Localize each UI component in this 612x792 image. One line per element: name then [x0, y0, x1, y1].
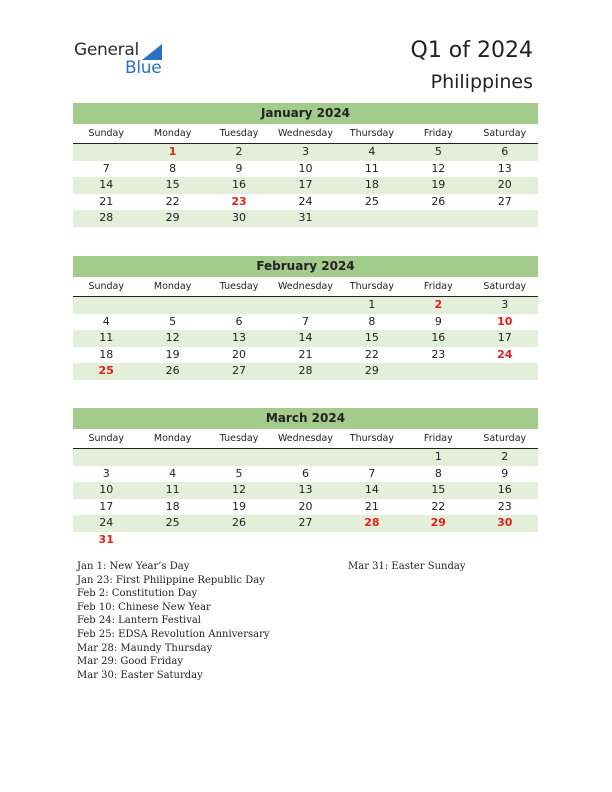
day-cell: 9: [434, 314, 442, 328]
day-cell: 8: [368, 314, 376, 328]
day-cell: [139, 297, 205, 314]
day-cell: 9: [235, 161, 243, 175]
week-row: [73, 161, 538, 178]
day-cell: 3: [501, 298, 509, 311]
day-cell: 23: [431, 347, 446, 361]
holiday-entry: Feb 2: Constitution Day: [77, 588, 198, 600]
week-row: [73, 144, 538, 161]
holiday-day-cell: 1: [168, 145, 177, 158]
day-cell: 24: [99, 516, 114, 529]
weekday-label: Thursday: [349, 281, 394, 292]
day-cell: 5: [434, 145, 442, 158]
holiday-day-cell: 29: [430, 516, 446, 529]
day-cell: [405, 532, 471, 549]
day-cell: 5: [235, 466, 243, 480]
day-cell: 27: [497, 194, 512, 208]
day-cell: 13: [298, 483, 313, 496]
day-cell: 26: [165, 364, 180, 377]
country-name: Philippines: [430, 71, 533, 93]
day-cell: 7: [368, 466, 376, 480]
day-cell: [339, 532, 405, 549]
day-cell: [73, 144, 139, 161]
weekday-label: Monday: [153, 433, 192, 444]
day-cell: 4: [169, 466, 177, 480]
week-row: [73, 363, 538, 380]
month-header: January 2024: [73, 103, 538, 124]
day-cell: [73, 297, 139, 314]
page-title: Q1 of 2024: [410, 38, 533, 63]
day-cell: 7: [301, 314, 309, 328]
day-cell: 14: [99, 178, 114, 191]
day-cell: 7: [102, 161, 110, 175]
day-cell: 10: [298, 161, 313, 175]
weekday-label: Sunday: [88, 128, 124, 139]
day-cell: 15: [364, 331, 379, 344]
day-cell: [272, 297, 338, 314]
brand-logo: [74, 40, 174, 80]
week-row: [73, 449, 538, 466]
day-cell: 6: [235, 314, 243, 328]
day-cell: 18: [364, 178, 379, 191]
day-cell: 15: [431, 483, 446, 496]
weekday-label: Tuesday: [219, 433, 259, 444]
holiday-day-cell: 23: [231, 194, 247, 208]
day-cell: 6: [301, 466, 309, 480]
day-cell: 10: [99, 483, 114, 496]
day-cell: [339, 449, 405, 466]
day-cell: 5: [169, 314, 177, 328]
weekday-header-row: [73, 124, 538, 144]
day-cell: 29: [364, 364, 379, 377]
day-cell: 24: [298, 194, 313, 208]
week-row: [73, 347, 538, 364]
day-cell: 3: [301, 145, 309, 158]
holiday-day-cell: 30: [497, 516, 513, 529]
week-row: [73, 194, 538, 211]
weekday-header-row: [73, 429, 538, 449]
weekday-label: Sunday: [88, 281, 124, 292]
week-row: [73, 330, 538, 347]
brand-word-blue: Blue: [125, 58, 162, 78]
holiday-entry: Mar 28: Maundy Thursday: [77, 642, 213, 654]
day-cell: [206, 532, 272, 549]
month-header: March 2024: [73, 408, 538, 429]
weekday-label: Friday: [423, 433, 453, 444]
holiday-day-cell: 25: [98, 364, 114, 377]
day-cell: 11: [165, 483, 180, 496]
holiday-entry: Feb 25: EDSA Revolution Anniversary: [77, 628, 270, 640]
day-cell: [139, 532, 205, 549]
holiday-entry: Mar 31: Easter Sunday: [348, 561, 466, 572]
month-header: February 2024: [73, 256, 538, 277]
holiday-entry: Feb 24: Lantern Festival: [77, 615, 202, 627]
day-cell: 20: [497, 178, 512, 191]
holiday-entry: Mar 30: Easter Saturday: [77, 669, 203, 681]
day-cell: 19: [165, 347, 180, 361]
weekday-label: Saturday: [483, 281, 527, 292]
day-cell: 2: [235, 145, 243, 158]
day-cell: 6: [501, 145, 509, 158]
weekday-label: Wednesday: [277, 281, 333, 292]
day-cell: 11: [364, 161, 379, 175]
day-cell: 3: [102, 466, 110, 480]
day-cell: [405, 210, 471, 227]
day-cell: 16: [497, 483, 512, 496]
day-cell: 4: [368, 145, 376, 158]
day-cell: 28: [298, 364, 313, 377]
week-row: [73, 532, 538, 549]
weekday-label: Thursday: [349, 128, 394, 139]
day-cell: 19: [431, 178, 446, 191]
month-calendar: [73, 103, 538, 227]
day-cell: 17: [298, 178, 313, 191]
day-cell: [272, 449, 338, 466]
day-cell: [405, 363, 471, 380]
week-row: [73, 515, 538, 532]
day-cell: 25: [165, 516, 180, 529]
weekday-label: Wednesday: [277, 128, 333, 139]
weekday-label: Friday: [423, 281, 453, 292]
day-cell: 21: [364, 499, 379, 513]
day-cell: [139, 449, 205, 466]
day-cell: 9: [501, 466, 509, 480]
day-cell: [206, 297, 272, 314]
week-row: [73, 297, 538, 314]
day-cell: 17: [497, 331, 512, 344]
day-cell: [472, 210, 538, 227]
day-cell: 21: [298, 347, 313, 361]
week-row: [73, 210, 538, 227]
week-row: [73, 314, 538, 331]
day-cell: 8: [169, 161, 177, 175]
day-cell: 19: [232, 499, 247, 513]
weekday-label: Saturday: [483, 128, 527, 139]
day-cell: 26: [431, 194, 446, 208]
day-cell: 4: [102, 314, 110, 328]
day-cell: 15: [165, 178, 180, 191]
month-calendar: [73, 256, 538, 380]
holiday-entry: Mar 29: Good Friday: [77, 656, 183, 668]
day-cell: 11: [99, 331, 114, 344]
weekday-label: Friday: [423, 128, 453, 139]
weekday-label: Thursday: [349, 433, 394, 444]
day-cell: 1: [368, 298, 376, 311]
day-cell: [339, 210, 405, 227]
day-cell: 13: [497, 161, 512, 175]
holiday-day-cell: 31: [98, 532, 114, 546]
day-cell: 21: [99, 194, 114, 208]
day-cell: 2: [501, 450, 509, 463]
week-row: [73, 499, 538, 516]
brand-word-general: General: [74, 40, 139, 60]
day-cell: 27: [298, 516, 313, 529]
day-cell: 18: [99, 347, 114, 361]
day-cell: 31: [298, 211, 313, 224]
weekday-label: Monday: [153, 281, 192, 292]
day-cell: [73, 449, 139, 466]
weekday-header-row: [73, 277, 538, 297]
week-row: [73, 466, 538, 483]
weekday-label: Saturday: [483, 433, 527, 444]
day-cell: 22: [364, 347, 379, 361]
day-cell: 12: [165, 331, 180, 344]
day-cell: 20: [232, 347, 247, 361]
day-cell: [272, 532, 338, 549]
day-cell: 25: [364, 194, 379, 208]
day-cell: 1: [434, 450, 442, 463]
day-cell: 22: [165, 194, 180, 208]
holiday-day-cell: 28: [364, 516, 380, 529]
month-calendar: [73, 408, 538, 548]
weekday-label: Wednesday: [277, 433, 333, 444]
day-cell: [472, 363, 538, 380]
weekday-label: Tuesday: [219, 281, 259, 292]
day-cell: [472, 532, 538, 549]
day-cell: 30: [232, 211, 247, 224]
day-cell: 22: [431, 499, 446, 513]
day-cell: 8: [434, 466, 442, 480]
day-cell: 28: [99, 211, 114, 224]
weekday-label: Monday: [153, 128, 192, 139]
week-row: [73, 482, 538, 499]
day-cell: [206, 449, 272, 466]
day-cell: 14: [364, 483, 379, 496]
holiday-list-left: [77, 560, 270, 682]
day-cell: 18: [165, 499, 180, 513]
day-cell: 12: [431, 161, 446, 175]
holiday-day-cell: 24: [497, 347, 513, 361]
holiday-day-cell: 10: [497, 314, 513, 328]
holiday-entry: Jan 1: New Year’s Day: [77, 561, 190, 572]
day-cell: 29: [165, 211, 180, 224]
holiday-day-cell: 2: [434, 298, 443, 311]
day-cell: 13: [232, 331, 247, 344]
day-cell: 12: [232, 483, 247, 496]
day-cell: 16: [232, 178, 247, 191]
weekday-label: Sunday: [88, 433, 124, 444]
day-cell: 17: [99, 499, 114, 513]
weekday-label: Tuesday: [219, 128, 259, 139]
day-cell: 16: [431, 331, 446, 344]
holiday-list-right: [348, 560, 465, 574]
week-row: [73, 177, 538, 194]
day-cell: 27: [232, 364, 247, 377]
day-cell: 26: [232, 516, 247, 529]
day-cell: 14: [298, 331, 313, 344]
day-cell: 20: [298, 499, 313, 513]
holiday-entry: Feb 10: Chinese New Year: [77, 601, 211, 613]
holiday-entry: Jan 23: First Philippine Republic Day: [77, 574, 265, 586]
day-cell: 23: [497, 499, 512, 513]
